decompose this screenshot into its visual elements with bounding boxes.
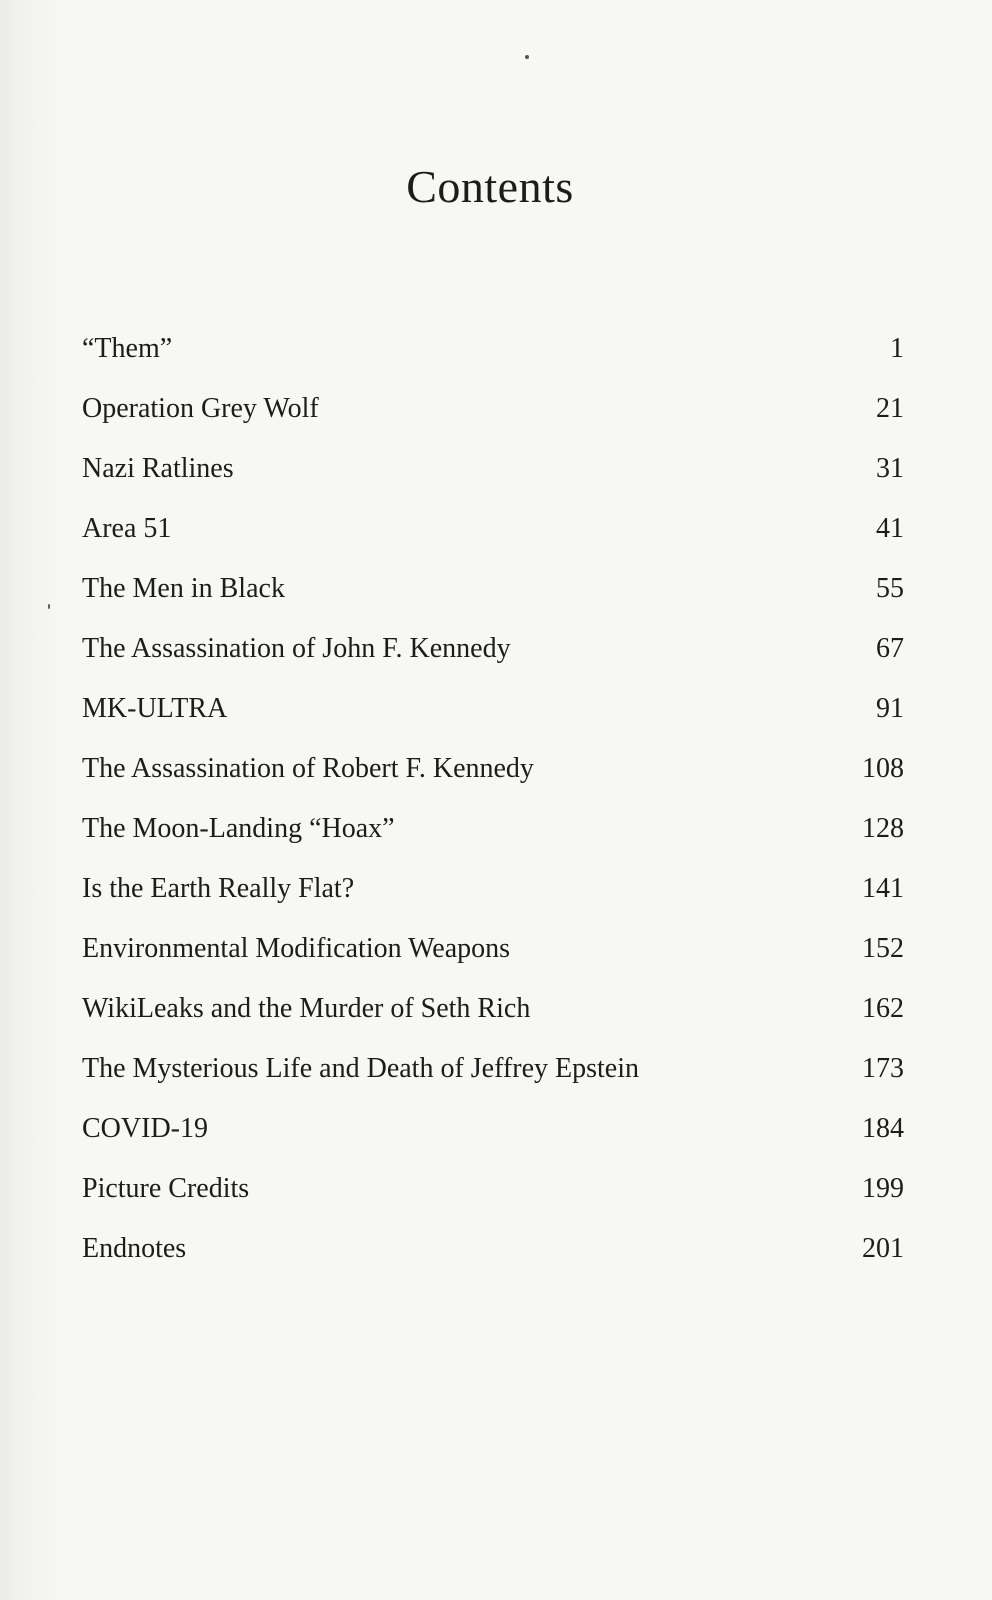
toc-entry-title: MK-ULTRA [82,693,228,724]
toc-entry-title: The Assassination of John F. Kennedy [82,633,511,664]
toc-entry[interactable] [82,812,904,872]
toc-entry-page: 162 [862,993,904,1024]
toc-entry-title: The Moon-Landing “Hoax” [82,813,395,844]
toc-entry-page: 141 [862,873,904,904]
toc-entry-title: The Assassination of Robert F. Kennedy [82,753,534,784]
toc-entry[interactable] [82,1112,904,1172]
toc-entry-title: The Men in Black [82,573,285,604]
toc-entry-page: 55 [876,573,904,604]
toc-entry[interactable] [82,452,904,512]
toc-entry-page: 41 [876,513,904,544]
toc-entry[interactable] [82,1172,904,1232]
toc-entry-page: 91 [876,693,904,724]
toc-entry-page: 201 [862,1233,904,1264]
toc-entry-title: The Mysterious Life and Death of Jeffrey Epstein [82,1053,639,1084]
toc-entry-title: Is the Earth Really Flat? [82,873,355,904]
toc-entry[interactable] [82,1232,904,1292]
toc-entry[interactable] [82,512,904,572]
toc-entry-title: Nazi Ratlines [82,453,234,484]
toc-entry-title: Endnotes [82,1233,187,1264]
toc-entry-page: 1 [890,333,904,364]
page-edge-shadow [0,0,70,1600]
toc-entry-title: COVID-19 [82,1113,208,1144]
toc-entry-page: 31 [876,453,904,484]
toc-entry[interactable] [82,992,904,1052]
toc-entry[interactable] [82,572,904,632]
toc-entry-title: WikiLeaks and the Murder of Seth Rich [82,993,531,1024]
toc-entry[interactable] [82,752,904,812]
toc-entry-page: 21 [876,393,904,424]
print-speck [48,604,50,609]
toc-entry-page: 173 [862,1053,904,1084]
toc-entry-page: 152 [862,933,904,964]
toc-entry-title: Picture Credits [82,1173,250,1204]
toc-entry[interactable] [82,392,904,452]
toc-entry-page: 108 [862,753,904,784]
toc-entry[interactable] [82,632,904,692]
toc-entry-page: 128 [862,813,904,844]
table-of-contents [82,332,904,1292]
toc-entry-page: 184 [862,1113,904,1144]
toc-entry[interactable] [82,332,904,392]
page-title: Contents [406,161,574,212]
toc-entry[interactable] [82,872,904,932]
toc-entry-page: 67 [876,633,904,664]
toc-entry-title: “Them” [82,333,173,364]
toc-entry-title: Environmental Modification Weapons [82,933,511,964]
print-speck [525,55,529,59]
toc-entry[interactable] [82,932,904,992]
toc-entry-title: Operation Grey Wolf [82,393,319,424]
toc-entry[interactable] [82,692,904,752]
toc-entry-title: Area 51 [82,513,172,544]
toc-entry[interactable] [82,1052,904,1112]
toc-entry-page: 199 [862,1173,904,1204]
